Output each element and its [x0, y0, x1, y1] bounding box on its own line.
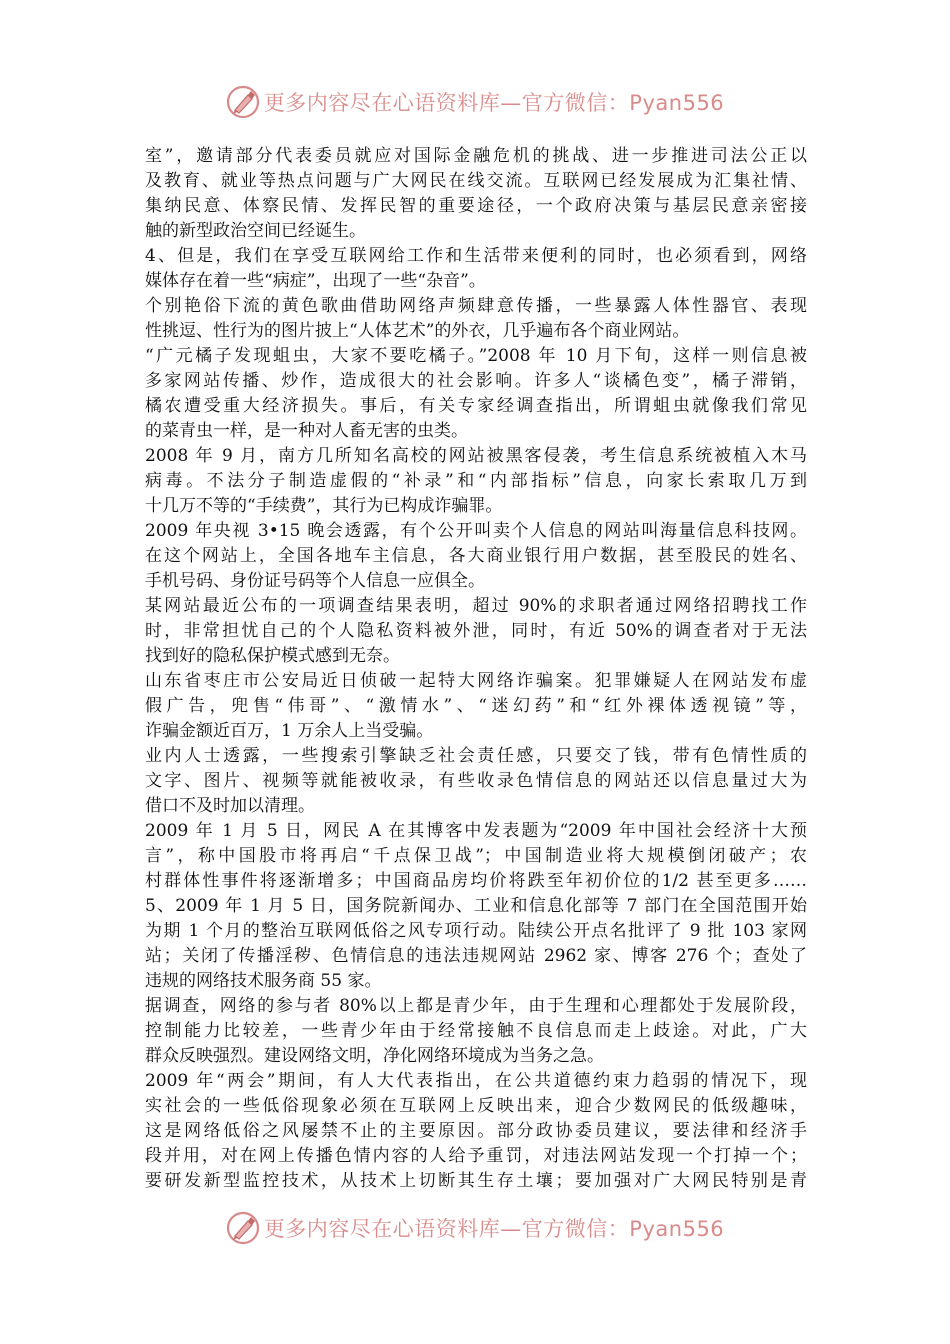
text-line: 据调查，网络的参与者 80%以上都是青少年，由于生理和心理都处于发展阶段， — [145, 996, 807, 1016]
text-line: 在这个网站上，全国各地车主信息，各大商业银行用户数据，甚至股民的姓名、 — [145, 546, 807, 566]
text-line: 群众反映强烈。建设网络文明，净化网络环境成为当务之急。 — [145, 1046, 604, 1066]
text-line: 2009 年 1 月 5 日，网民 A 在其博客中发表题为“2009 年中国社会经济十大预 — [145, 821, 807, 841]
watermark-text: 更多内容尽在心语资料库—官方微信：Pyan556 — [263, 1217, 725, 1241]
watermark-text: 更多内容尽在心语资料库—官方微信：Pyan556 — [263, 91, 725, 115]
text-line: 橘农遭受重大经济损失。事后，有关专家经调查指出，所谓蛆虫就像我们常见 — [145, 396, 807, 416]
text-line: 某网站最近公布的一项调查结果表明，超过 90%的求职者通过网络招聘找工作 — [145, 596, 807, 616]
text-line: 借口不及时加以清理。 — [145, 796, 315, 816]
document-body — [145, 144, 807, 1194]
pen-nib-logo-icon — [226, 85, 260, 119]
text-line: 时，非常担忧自己的个人隐私资料被外泄，同时，有近 50%的调查者对于无法 — [145, 621, 807, 641]
text-line: 5、2009 年 1 月 5 日，国务院新闻办、工业和信息化部等 7 部门在全国范围开始 — [145, 896, 807, 916]
text-line: 4、但是，我们在享受互联网给工作和生活带来便利的同时，也必须看到，网络 — [145, 246, 807, 266]
text-line: 病毒。不法分子制造虚假的“补录”和“内部指标”信息，向家长索取几万到 — [145, 471, 807, 491]
text-line: 个别艳俗下流的黄色歌曲借助网络声频肆意传播，一些暴露人体性器官、表现 — [145, 296, 807, 316]
text-line: 控制能力比较差，一些青少年由于经常接触不良信息而走上歧途。对此，广大 — [145, 1021, 807, 1041]
text-line: 假广告，兜售“伟哥”、“激情水”、“迷幻药”和“红外裸体透视镜”等， — [145, 696, 807, 716]
text-line: 山东省枣庄市公安局近日侦破一起特大网络诈骗案。犯罪嫌疑人在网站发布虚 — [145, 671, 807, 691]
text-line: 性挑逗、性行为的图片披上“人体艺术”的外衣，几乎遍布各个商业网站。 — [145, 321, 690, 341]
text-line: 找到好的隐私保护模式感到无奈。 — [145, 646, 400, 666]
text-line: 业内人士透露，一些搜索引擎缺乏社会责任感，只要交了钱，带有色情性质的 — [145, 746, 807, 766]
text-line: 集纳民意、体察民情、发挥民智的重要途径，一个政府决策与基层民意亲密接 — [145, 196, 807, 216]
text-line: 触的新型政治空间已经诞生。 — [145, 221, 366, 241]
text-line: 段并用，对在网上传播色情内容的人给予重罚，对违法网站发现一个打掉一个； — [145, 1146, 807, 1166]
text-line: 室”，邀请部分代表委员就应对国际金融危机的挑战、进一步推进司法公正以 — [145, 146, 807, 166]
text-line: 的菜青虫一样，是一种对人畜无害的虫类。 — [145, 421, 468, 441]
text-line: 及教育、就业等热点问题与广大网民在线交流。互联网已经发展成为汇集社情、 — [145, 171, 807, 191]
text-line: 十几万不等的“手续费”，其行为已构成诈骗罪。 — [145, 496, 503, 516]
text-line: 这是网络低俗之风屡禁不止的主要原因。部分政协委员建议，要法律和经济手 — [145, 1121, 807, 1141]
text-line: 为期 1 个月的整治互联网低俗之风专项行动。陆续公开点名批评了 9 批 103 家网 — [145, 921, 807, 941]
text-line: 2008 年 9 月，南方几所知名高校的网站被黑客侵袭，考生信息系统被植入木马 — [145, 446, 807, 466]
text-line: 要研发新型监控技术，从技术上切断其生存土壤；要加强对广大网民特别是青 — [145, 1171, 807, 1191]
text-line: 文字、图片、视频等就能被收录，有些收录色情信息的网站还以信息量过大为 — [145, 771, 807, 791]
pen-nib-logo-icon — [226, 1211, 260, 1245]
text-line: 2009 年“两会”期间，有人大代表指出，在公共道德约束力趋弱的情况下，现 — [145, 1071, 807, 1091]
footer-watermark — [0, 1208, 950, 1248]
text-line: 诈骗金额近百万，1 万余人上当受骗。 — [145, 721, 434, 741]
text-line: 言”，称中国股市将再启“千点保卫战”；中国制造业将大规模倒闭破产；农 — [145, 846, 807, 866]
text-line: 违规的网络技术服务商 55 家。 — [145, 971, 382, 991]
text-line: 实社会的一些低俗现象必须在互联网上反映出来，迎合少数网民的低级趣味， — [145, 1096, 807, 1116]
text-line: 村群体性事件将逐渐增多；中国商品房均价将跌至年初价位的1/2 甚至更多…… — [145, 871, 807, 891]
text-line: 多家网站传播、炒作，造成很大的社会影响。许多人“谈橘色变”，橘子滞销， — [145, 371, 807, 391]
text-line: “广元橘子发现蛆虫，大家不要吃橘子。”2008 年 10 月下旬，这样一则信息被 — [145, 346, 807, 366]
text-line: 2009 年央视 3•15 晚会透露，有个公开叫卖个人信息的网站叫海量信息科技网。 — [145, 521, 807, 541]
text-line: 媒体存在着一些“病症”，出现了一些“杂音”。 — [145, 271, 486, 291]
text-line: 手机号码、身份证号码等个人信息一应俱全。 — [145, 571, 485, 591]
header-watermark — [0, 82, 950, 122]
text-line: 站；关闭了传播淫秽、色情信息的违法违规网站 2962 家、博客 276 个；查处了 — [145, 946, 807, 966]
